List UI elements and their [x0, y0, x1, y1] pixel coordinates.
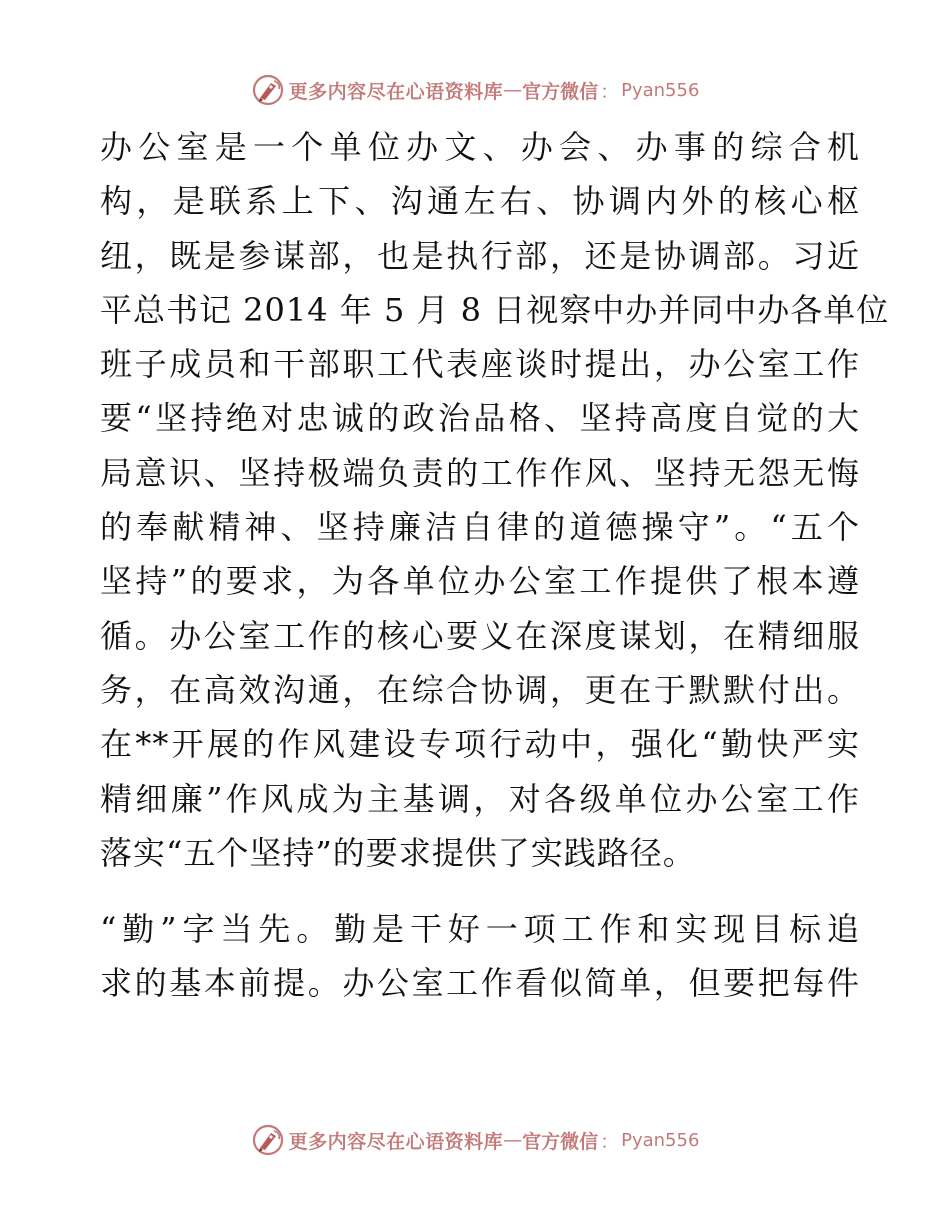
banner-colon: ： [600, 80, 620, 103]
text-line: 精细廉”作风成为主基调，对各级单位办公室工作 [100, 779, 860, 818]
text-line: 办公室是一个单位办文、办会、办事的综合机 [100, 128, 860, 166]
banner-wechat-label: 官方微信 [522, 80, 599, 103]
text-line: 循。办公室工作的核心要义在深度谋划，在精细服 [100, 616, 860, 655]
banner-wechat-handle: Pyan556 [621, 1129, 700, 1151]
text-line: 坚持”的要求，为各单位办公室工作提供了根本遵 [100, 562, 860, 601]
banner-dash: — [503, 1129, 523, 1151]
text-line: 的奉献精神、坚持廉洁自律的道德操守”。“五个 [100, 508, 860, 547]
text-line: 务，在高效沟通，在综合协调，更在于默默付出。 [100, 670, 860, 709]
text-line: 要“坚持绝对忠诚的政治品格、坚持高度自觉的大 [100, 399, 860, 438]
banner-wechat-handle: Pyan556 [621, 79, 700, 101]
text-line: 构，是联系上下、沟通左右、协调内外的核心枢 [100, 182, 860, 221]
pen-nib-logo-icon [251, 73, 285, 107]
text-line: 在**开展的作风建设专项行动中，强化“勤快严实 [100, 725, 860, 764]
text-line: 平总书记 2014 年 5 月 8 日视察中办并同中办各单位 [100, 290, 890, 329]
text-line: 局意识、坚持极端负责的工作作风、坚持无怨无悔 [100, 453, 860, 492]
text-line: 落实“五个坚持”的要求提供了实践路径。 [100, 833, 696, 872]
paragraph-office-role [100, 120, 890, 880]
text-line: “勤”字当先。勤是干好一项工作和实现目标追 [100, 910, 860, 949]
text-line: 求的基本前提。办公室工作看似简单，但要把每件 [100, 964, 860, 1003]
text-line: 纽，既是参谋部，也是执行部，还是协调部。习近 [100, 236, 860, 275]
banner-site-text: 更多内容尽在心语资料库 [288, 1130, 504, 1153]
pen-nib-logo-icon [251, 1123, 285, 1157]
paragraph-spacer [100, 880, 860, 902]
footer-banner[interactable] [0, 1120, 950, 1160]
header-banner[interactable] [0, 70, 950, 110]
document-body [100, 120, 890, 1011]
paragraph-diligence [100, 902, 860, 1011]
banner-site-text: 更多内容尽在心语资料库 [288, 80, 504, 103]
banner-wechat-label: 官方微信 [522, 1130, 599, 1153]
text-line: 班子成员和干部职工代表座谈时提出，办公室工作 [100, 345, 860, 384]
banner-colon: ： [600, 1130, 620, 1153]
banner-dash: — [503, 79, 523, 101]
